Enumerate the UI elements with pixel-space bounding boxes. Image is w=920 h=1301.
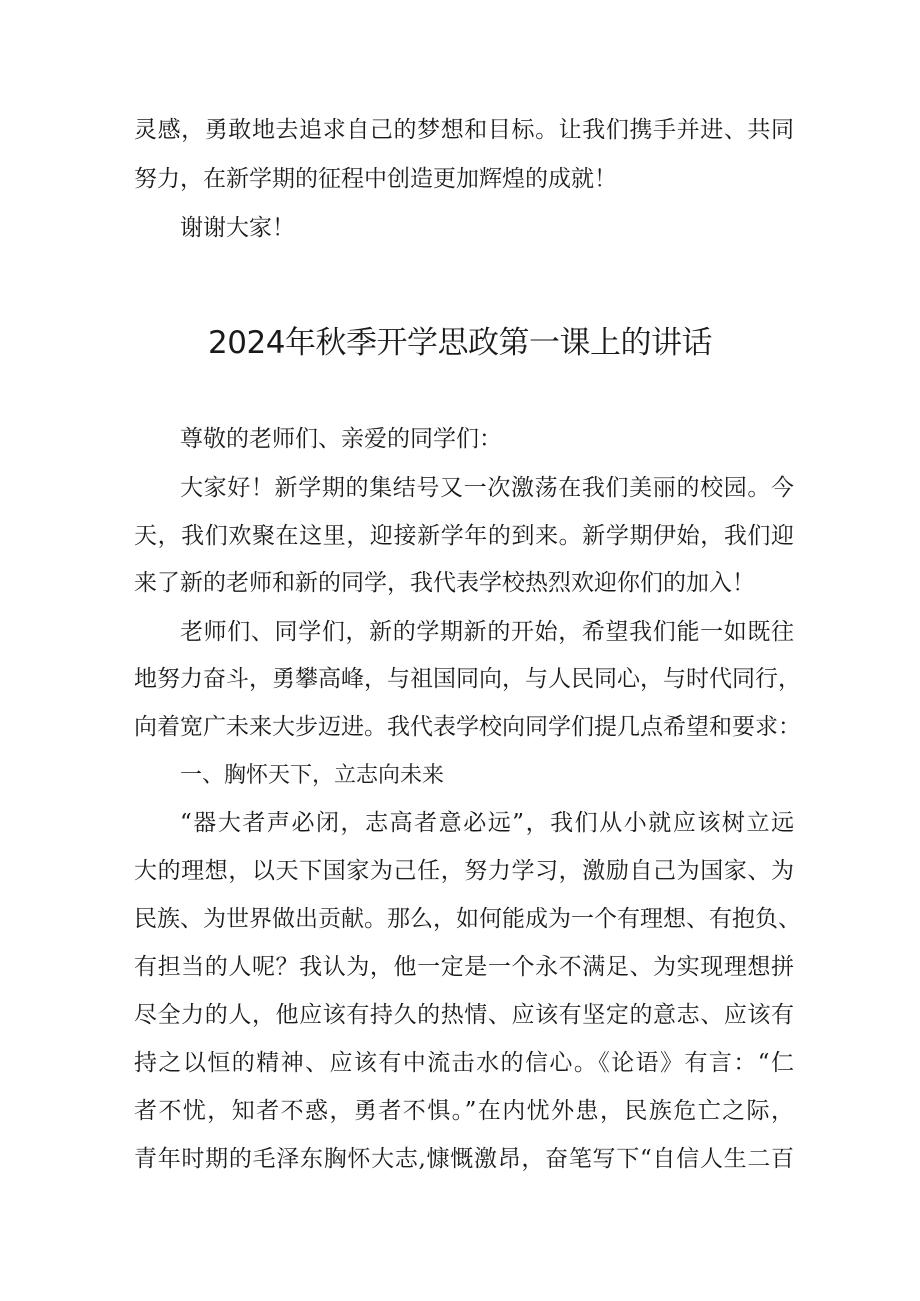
thanks-line: 谢谢大家！ [180,215,295,241]
para1-line-2: 天，我们欢聚在这里，迎接新学年的到来。新学期伊始，我们迎 [134,523,794,549]
prev-line-1: 灵感，勇敢地去追求自己的梦想和目标。让我们携手并进、共同 [134,117,794,143]
para2-line-2: 地努力奋斗，勇攀高峰，与祖国同向，与人民同心，与时代同行， [134,666,801,692]
para3-line-5: 尽全力的人，他应该有持久的热情、应该有坚定的意志、应该有 [134,1002,794,1028]
para3-line-1: “器大者声必闭，志高者意必远”，我们从小就应该树立远 [180,810,794,836]
para3-line-4: 有担当的人呢？我认为，他一定是一个永不满足、为实现理想拼 [134,954,794,980]
para1-line-1: 大家好！新学期的集结号又一次激荡在我们美丽的校园。今 [180,475,794,501]
para2-line-1: 老师们、同学们，新的学期新的开始，希望我们能一如既往 [180,619,794,645]
salutation: 尊敬的老师们、亲爱的同学们： [180,426,502,452]
section1-heading: 一、胸怀天下，立志向未来 [180,763,445,788]
para2-line-3: 向着宽广未来大步迈进。我代表学校向同学们提几点希望和要求： [134,714,801,740]
para3-line-3: 民族、为世界做出贡献。那么，如何能成为一个有理想、有抱负、 [134,906,801,932]
para3-line-2: 大的理想，以天下国家为己任，努力学习，激励自己为国家、为 [134,858,794,884]
para3-line-7: 者不忧，知者不惑，勇者不惧。”在内忧外患，民族危亡之际， [134,1098,794,1124]
para1-line-3: 来了新的老师和新的同学，我代表学校热烈欢迎你们的加入！ [134,570,755,596]
prev-line-2: 努力，在新学期的征程中创造更加辉煌的成就！ [134,166,617,192]
para3-line-8: 青年时期的毛泽东胸怀大志,慷慨激昂，奋笔写下“自信人生二百 [134,1146,794,1172]
speech-title: 2024年秋季开学思政第一课上的讲话 [208,325,712,361]
para3-line-6: 持之以恒的精神、应该有中流击水的信心。《论语》有言：“仁 [134,1050,794,1076]
